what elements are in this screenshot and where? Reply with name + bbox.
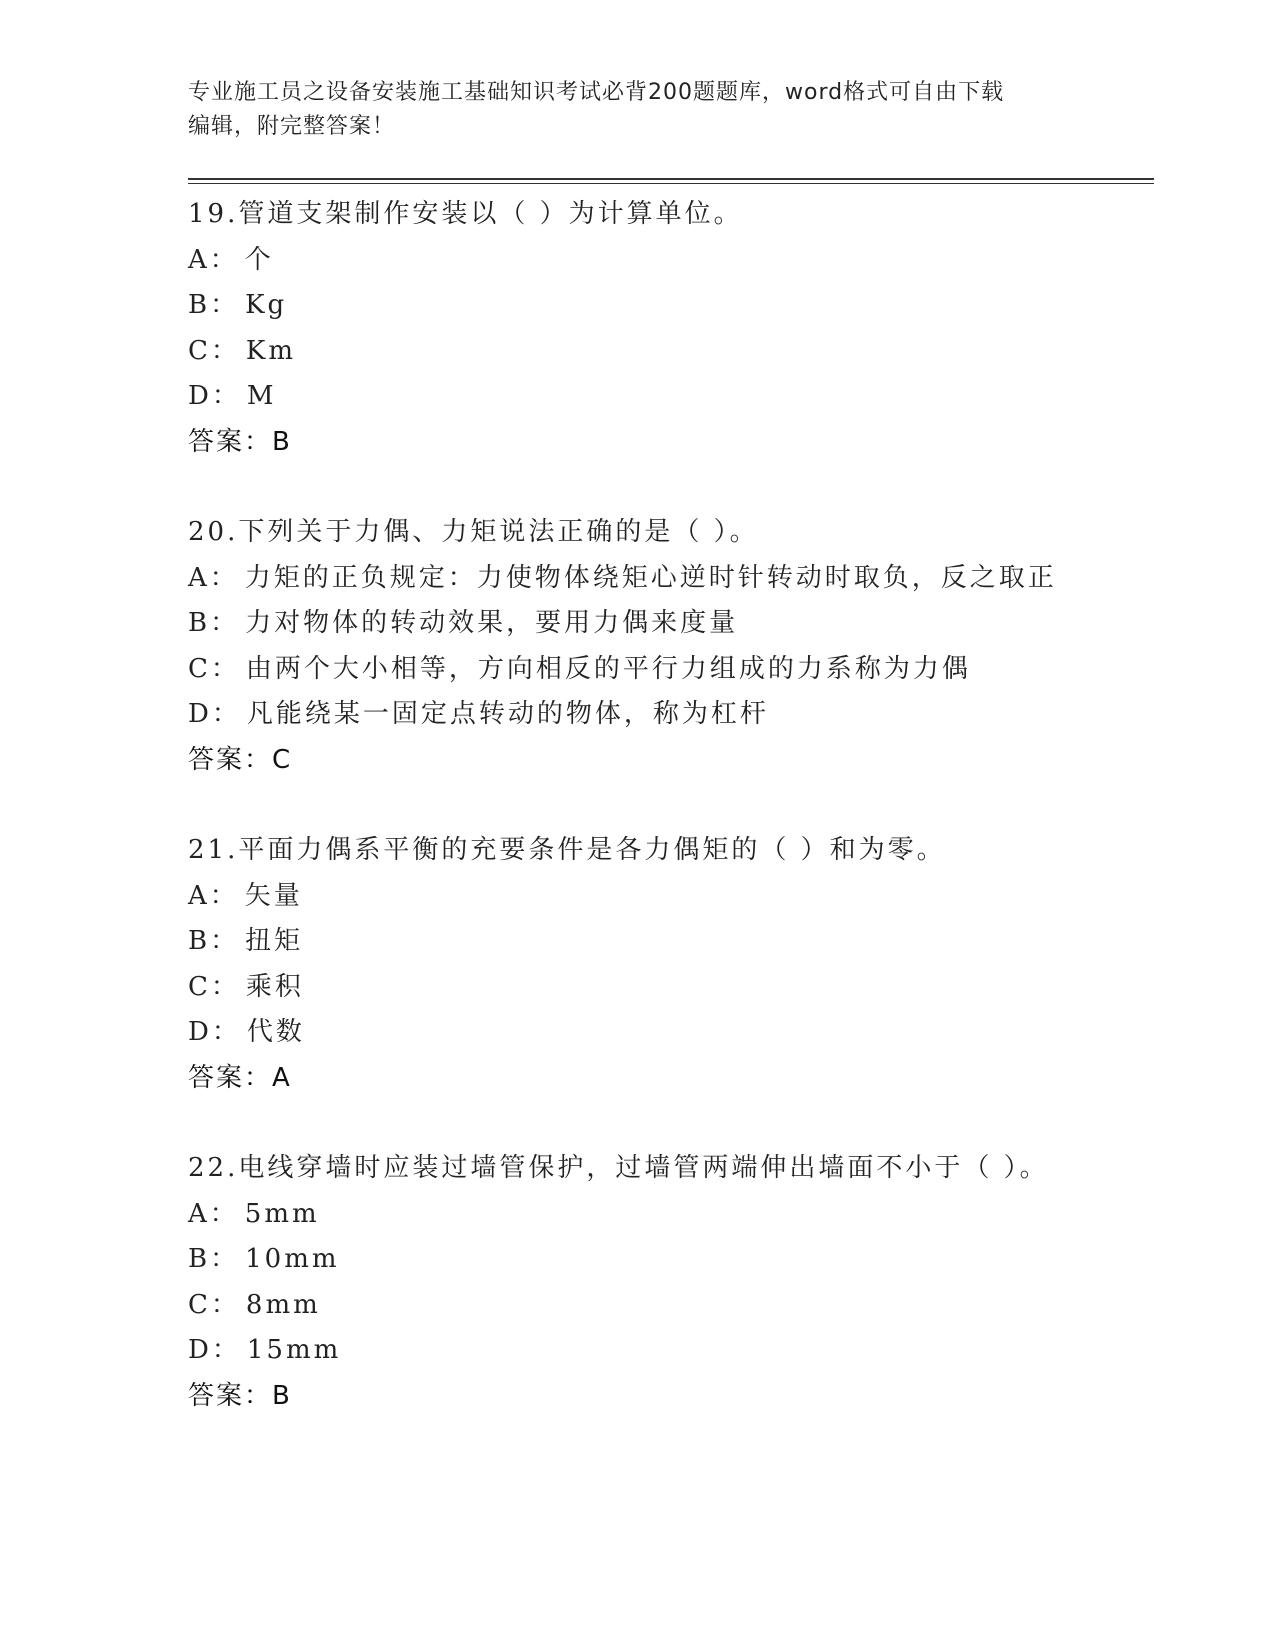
option-c bbox=[188, 965, 1154, 1011]
header-divider-thin bbox=[188, 183, 1154, 184]
option-text: Kg bbox=[245, 290, 288, 320]
option-text: 扭矩 bbox=[245, 926, 304, 956]
option-key: A： bbox=[188, 244, 239, 275]
option-key: B： bbox=[188, 290, 240, 320]
option-b bbox=[188, 601, 1154, 647]
option-key: D： bbox=[188, 381, 241, 411]
option-a bbox=[188, 874, 1154, 920]
question-21 bbox=[188, 828, 1154, 1146]
question-19 bbox=[188, 192, 1154, 510]
option-a bbox=[188, 556, 1154, 602]
option-key: C： bbox=[188, 335, 240, 366]
option-key: B： bbox=[188, 926, 240, 956]
option-key: A： bbox=[188, 1198, 239, 1229]
option-a bbox=[188, 1192, 1154, 1238]
question-list bbox=[188, 192, 1154, 1464]
option-b bbox=[188, 1237, 1154, 1283]
question-stem: 19.管道支架制作安装以（ ）为计算单位。 bbox=[188, 199, 743, 229]
answer-line: 答案：C bbox=[188, 744, 293, 775]
question-stem: 22.电线穿墙时应装过墙管保护，过墙管两端伸出墙面不小于（ ）。 bbox=[188, 1153, 1049, 1183]
option-key: C： bbox=[188, 971, 240, 1002]
header-divider-thick bbox=[188, 178, 1154, 180]
question-stem: 21.平面力偶系平衡的充要条件是各力偶矩的（ ）和为零。 bbox=[188, 835, 946, 865]
option-a bbox=[188, 238, 1154, 284]
question-22 bbox=[188, 1146, 1154, 1464]
option-key: D： bbox=[188, 1335, 241, 1365]
document-header bbox=[188, 76, 1078, 144]
option-text: 5mm bbox=[244, 1198, 320, 1229]
header-title-line-2: 编辑，附完整答案！ bbox=[188, 114, 396, 139]
option-d bbox=[188, 692, 1154, 738]
option-d bbox=[188, 374, 1154, 420]
option-text: 10mm bbox=[245, 1244, 340, 1274]
option-text: 8mm bbox=[245, 1289, 321, 1320]
option-key: B： bbox=[188, 1244, 240, 1274]
question-stem: 20.下列关于力偶、力矩说法正确的是（ ）。 bbox=[188, 517, 759, 547]
option-key: D： bbox=[188, 699, 241, 729]
option-text: 个 bbox=[244, 244, 274, 275]
option-key: C： bbox=[188, 1289, 240, 1320]
answer-line: 答案：A bbox=[188, 1062, 292, 1093]
option-text: 乘积 bbox=[245, 971, 304, 1002]
question-20 bbox=[188, 510, 1154, 828]
option-key: B： bbox=[188, 608, 240, 638]
option-text: Km bbox=[245, 335, 296, 366]
option-text: 力对物体的转动效果，要用力偶来度量 bbox=[245, 608, 739, 638]
option-text: 15mm bbox=[246, 1335, 342, 1365]
answer-line: 答案：B bbox=[188, 426, 292, 457]
header-title-line-1: 专业施工员之设备安装施工基础知识考试必背200题题库，word格式可自由下载 bbox=[188, 80, 1005, 105]
option-c bbox=[188, 647, 1154, 693]
option-text: M bbox=[246, 381, 277, 411]
option-d bbox=[188, 1328, 1154, 1374]
option-c bbox=[188, 1283, 1154, 1329]
option-key: A： bbox=[188, 880, 239, 911]
option-d bbox=[188, 1010, 1154, 1056]
option-b bbox=[188, 283, 1154, 329]
option-text: 凡能绕某一固定点转动的物体，称为杠杆 bbox=[246, 699, 769, 729]
option-text: 由两个大小相等，方向相反的平行力组成的力系称为力偶 bbox=[245, 653, 971, 684]
option-b bbox=[188, 919, 1154, 965]
option-text: 力矩的正负规定：力使物体绕矩心逆时针转动时取负，反之取正 bbox=[244, 562, 1057, 593]
option-key: D： bbox=[188, 1017, 241, 1047]
answer-line: 答案：B bbox=[188, 1380, 292, 1411]
option-text: 矢量 bbox=[244, 880, 303, 911]
option-text: 代数 bbox=[246, 1017, 305, 1047]
option-key: A： bbox=[188, 562, 239, 593]
option-c bbox=[188, 329, 1154, 375]
option-key: C： bbox=[188, 653, 240, 684]
